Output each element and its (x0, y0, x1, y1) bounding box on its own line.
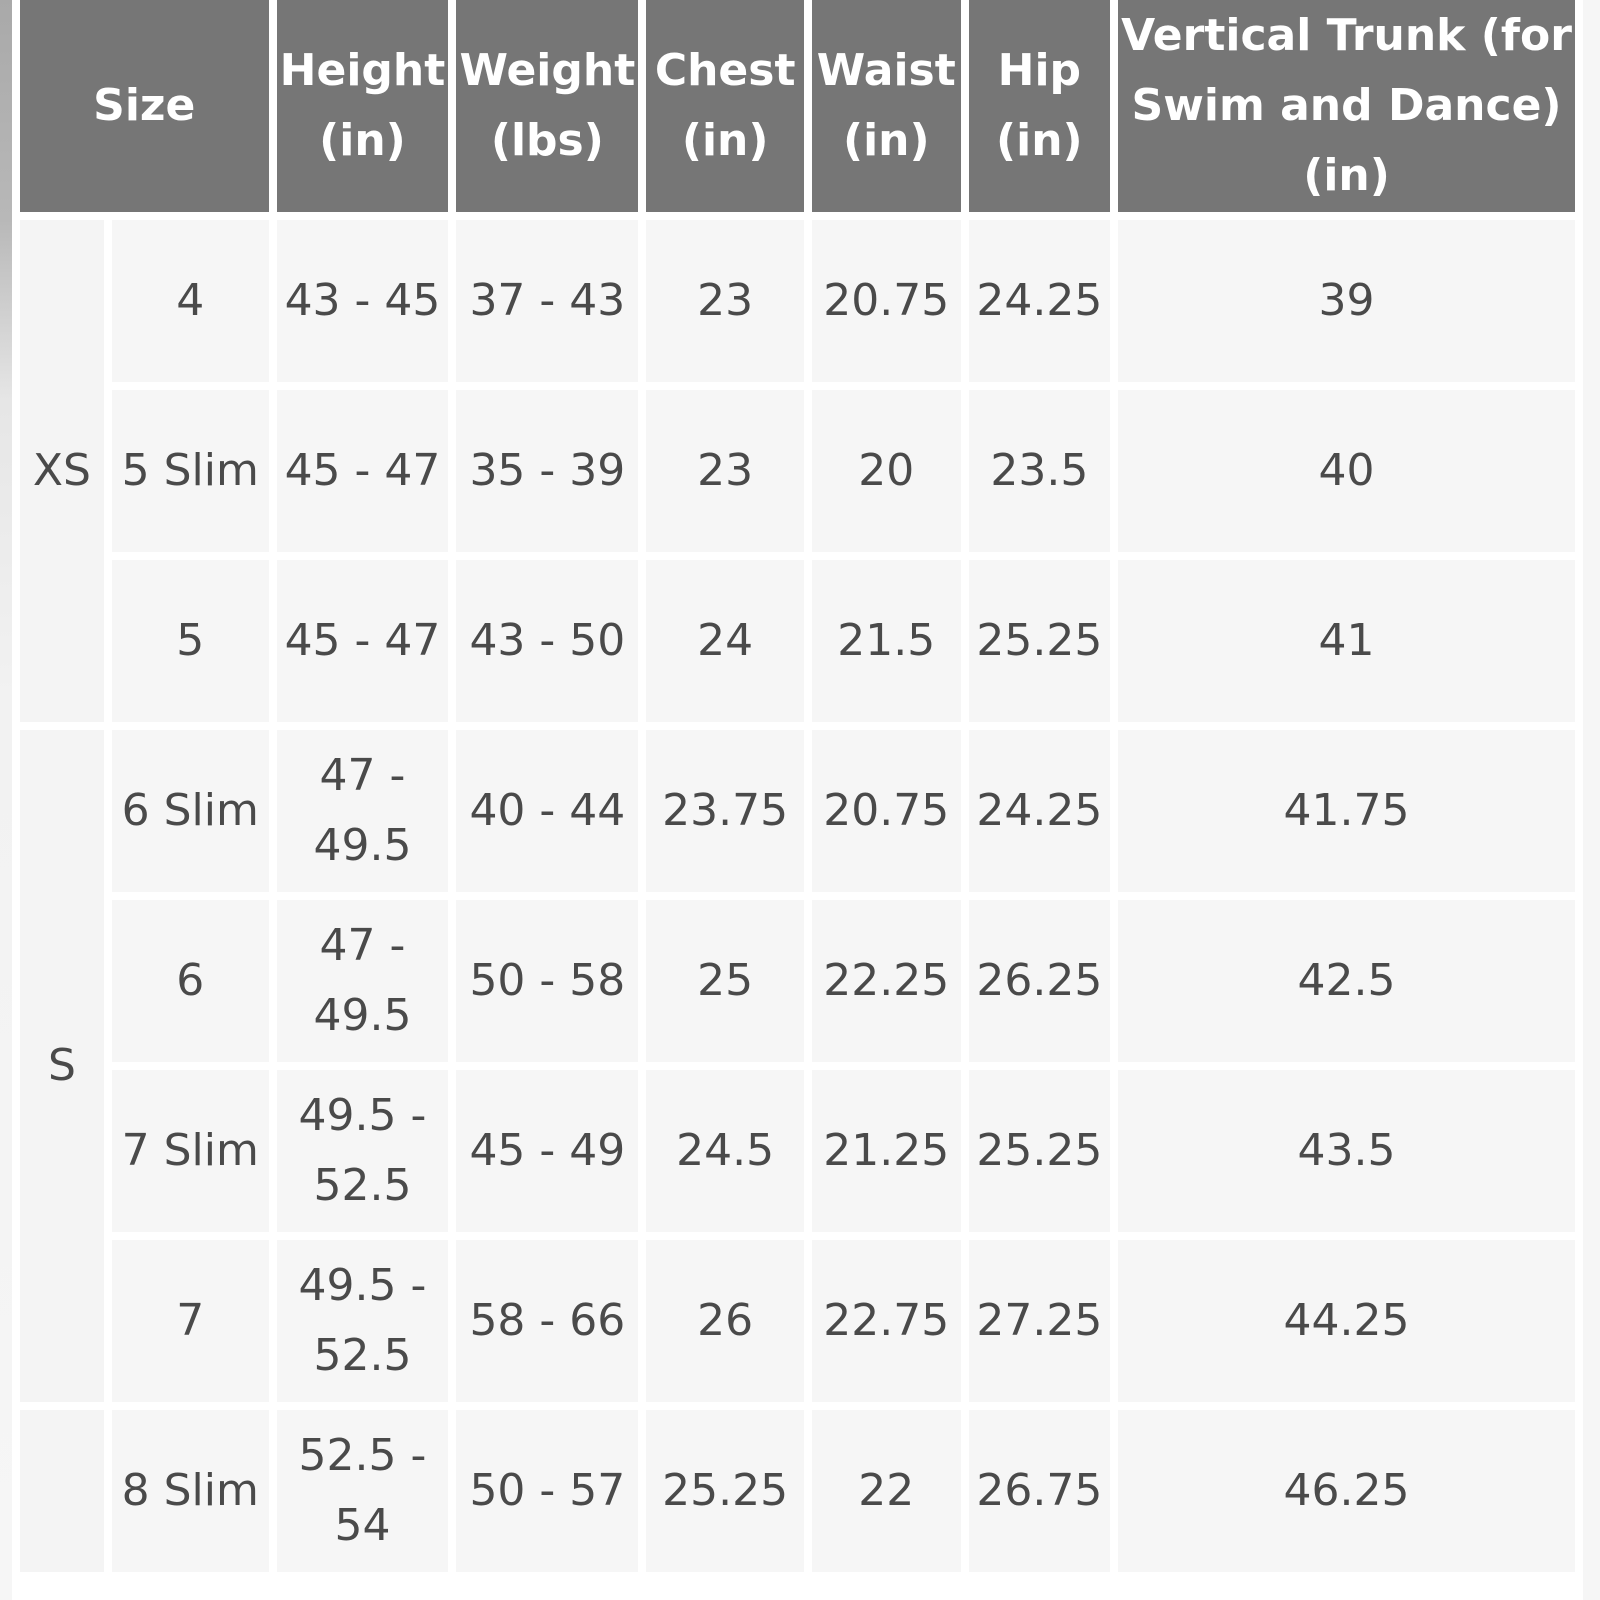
cell-vertical-trunk: 42.5 (1118, 900, 1575, 1062)
cell-hip: 25.25 (969, 560, 1111, 722)
table-row (20, 730, 1575, 892)
header-row (20, 0, 1575, 212)
header-size: Size (20, 0, 269, 212)
table-row (20, 1410, 1575, 1572)
table-row (20, 220, 1575, 382)
cell-weight: 35 - 39 (456, 390, 638, 552)
cell-chest: 26 (646, 1240, 804, 1402)
table-row (20, 560, 1575, 722)
cell-chest: 24.5 (646, 1070, 804, 1232)
cell-size: 6 Slim (112, 730, 269, 892)
cell-waist: 22 (812, 1410, 961, 1572)
table-row (20, 900, 1575, 1062)
cell-chest: 23 (646, 390, 804, 552)
cell-vertical-trunk: 41.75 (1118, 730, 1575, 892)
cell-hip: 27.25 (969, 1240, 1111, 1402)
cell-hip: 23.5 (969, 390, 1111, 552)
cell-chest: 24 (646, 560, 804, 722)
cell-waist: 20 (812, 390, 961, 552)
cell-waist: 22.25 (812, 900, 961, 1062)
cell-chest: 23 (646, 220, 804, 382)
cell-weight: 43 - 50 (456, 560, 638, 722)
right-edge-strip (1583, 0, 1600, 1600)
cell-size: 6 (112, 900, 269, 1062)
header-weight: Weight (lbs) (456, 0, 638, 212)
cell-vertical-trunk: 41 (1118, 560, 1575, 722)
cell-height: 45 - 47 (277, 560, 449, 722)
cell-chest: 25.25 (646, 1410, 804, 1572)
header-waist: Waist (in) (812, 0, 961, 212)
header-hip: Hip (in) (969, 0, 1111, 212)
cell-chest: 25 (646, 900, 804, 1062)
cell-waist: 20.75 (812, 220, 961, 382)
cell-vertical-trunk: 40 (1118, 390, 1575, 552)
cell-waist: 21.5 (812, 560, 961, 722)
cell-size: 7 Slim (112, 1070, 269, 1232)
cell-waist: 22.75 (812, 1240, 961, 1402)
cell-weight: 37 - 43 (456, 220, 638, 382)
cell-height: 45 - 47 (277, 390, 449, 552)
cell-weight: 45 - 49 (456, 1070, 638, 1232)
cell-height: 47 - 49.5 (277, 730, 449, 892)
cell-size: 4 (112, 220, 269, 382)
cell-vertical-trunk: 43.5 (1118, 1070, 1575, 1232)
cell-size: 7 (112, 1240, 269, 1402)
cell-hip: 24.25 (969, 730, 1111, 892)
header-vertical-trunk: Vertical Trunk (for Swim and Dance) (in) (1118, 0, 1575, 212)
table-row (20, 1240, 1575, 1402)
cell-vertical-trunk: 46.25 (1118, 1410, 1575, 1572)
cell-height: 47 - 49.5 (277, 900, 449, 1062)
cell-hip: 24.25 (969, 220, 1111, 382)
header-chest: Chest (in) (646, 0, 804, 212)
cell-hip: 26.75 (969, 1410, 1111, 1572)
cell-weight: 50 - 58 (456, 900, 638, 1062)
cell-size: 8 Slim (112, 1410, 269, 1572)
cell-chest: 23.75 (646, 730, 804, 892)
group-label-s: S (20, 730, 104, 1402)
cell-height: 49.5 - 52.5 (277, 1070, 449, 1232)
cell-weight: 58 - 66 (456, 1240, 638, 1402)
cell-weight: 50 - 57 (456, 1410, 638, 1572)
cell-vertical-trunk: 44.25 (1118, 1240, 1575, 1402)
cell-hip: 25.25 (969, 1070, 1111, 1232)
cell-height: 52.5 - 54 (277, 1410, 449, 1572)
cell-vertical-trunk: 39 (1118, 220, 1575, 382)
cell-waist: 21.25 (812, 1070, 961, 1232)
group-label-xs: XS (20, 220, 104, 722)
cell-hip: 26.25 (969, 900, 1111, 1062)
cell-size: 5 Slim (112, 390, 269, 552)
size-chart-table (12, 0, 1583, 1580)
table-row (20, 390, 1575, 552)
cell-weight: 40 - 44 (456, 730, 638, 892)
cell-height: 49.5 - 52.5 (277, 1240, 449, 1402)
table-row (20, 1070, 1575, 1232)
cell-size: 5 (112, 560, 269, 722)
group-label-empty (20, 1410, 104, 1572)
header-height: Height (in) (277, 0, 449, 212)
cell-height: 43 - 45 (277, 220, 449, 382)
left-edge-strip (0, 0, 12, 1600)
cell-waist: 20.75 (812, 730, 961, 892)
